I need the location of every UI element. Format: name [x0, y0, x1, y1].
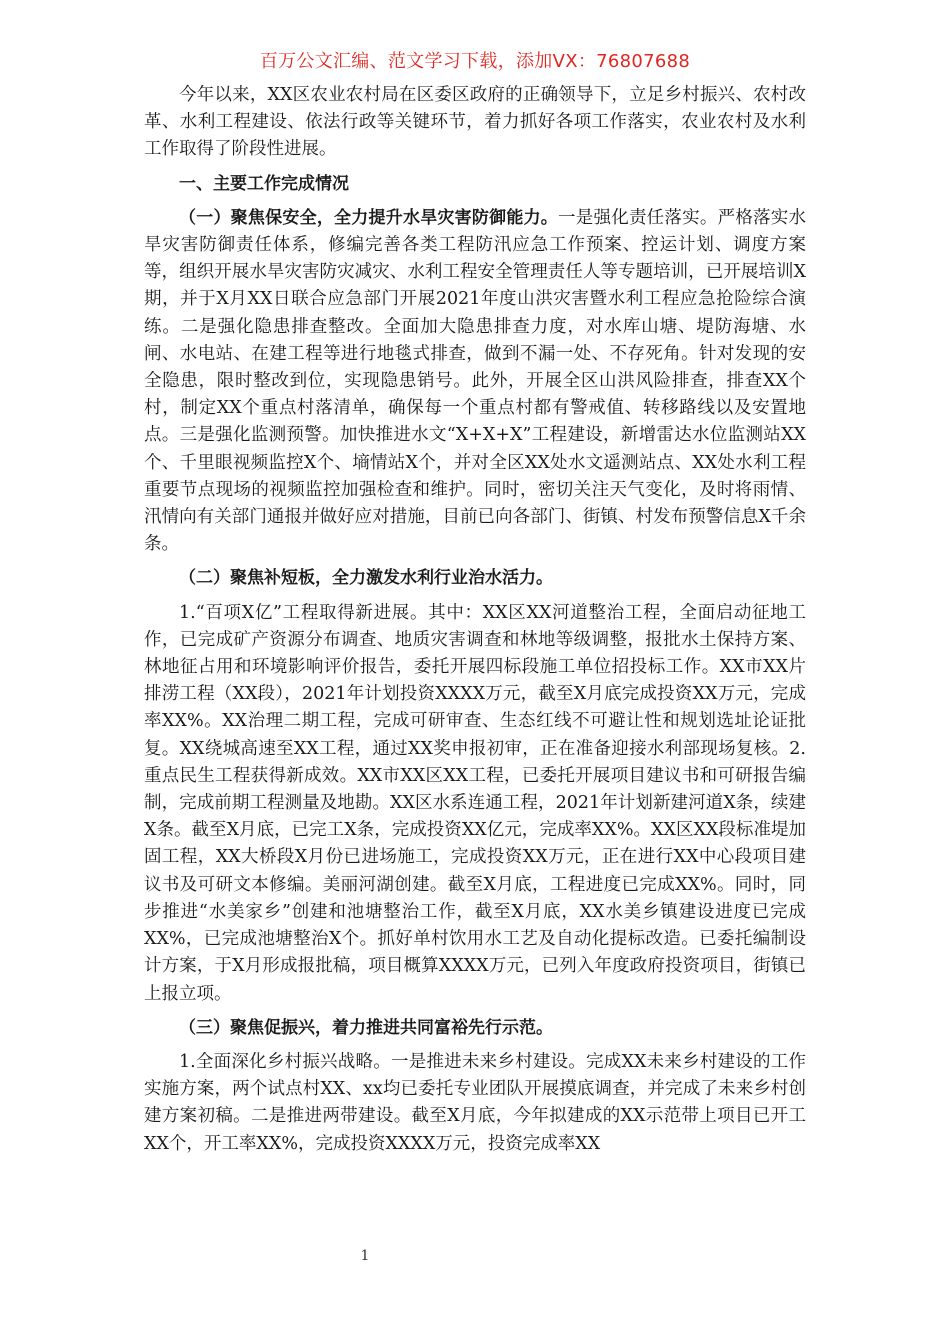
subheading-3 — [144, 1015, 806, 1042]
document-body — [144, 82, 806, 1158]
page-number: 1 — [360, 1248, 370, 1264]
paragraph-2: 1.“百项X亿”工程取得新进展。其中：XX区XX河道整治工程，全面启动征地工作，已完成矿产资源分布调查、地质灾害调查和林地等级调整，报批水土保持方案、林地征占用和环境影响评价报告，委托开展四标段施工单位招投标工作。XX市XX片排涝工程（XX段），2021年计划投资XXXX万元，截至X月底完成投资XX万元，完成率XX%。XX治理二期工程，完成可研审查、生态红线不可避让性和规划选址论证批复。XX绕城高速至XX工程，通过XX奖申报初审，正在准备迎接水利部现场复核。2.重点民生工程获得新成效。XX市XX区XX工程，已委托开展项目建议书和可研报告编制，完成前期工程测量及地勘。XX区水系连通工程，2021年计划新建河道X条，续建X条。截至X月底，已完工X条，完成投资XX亿元，完成率XX%。XX区XX段标准堤加固工程，XX大桥段X月份已进场施工，完成投资XX万元，正在进行XX中心段项目建议书及可研文本修编。美丽河湖创建。截至X月底，工程进度已完成XX%。同时，同步推进“水美家乡”创建和池塘整治工作，截至X月底，XX水美乡镇建设进度已完成XX%，已完成池塘整治X个。抓好单村饮用水工艺及自动化提标改造。已委托编制设计方案，于X月形成报批稿，项目概算XXXX万元，已列入年度政府投资项目，街镇已上报立项。 — [144, 602, 806, 1004]
section1-title: 一、主要工作完成情况 — [179, 173, 349, 194]
p1-body: 一是强化责任落实。严格落实水旱灾害防御责任体系，修编完善各类工程防汛应急工作预案、控运计划、调度方案等，组织开展水旱灾害防灾减灾、水利工程安全管理责任人等专题培训，已开展培训X期，并于X月XX日联合应急部门开展2021年度山洪灾害暨水利工程应急抢险综合演练。二是强化隐患排查整改。全面加大隐患排查力度，对水库山塘、堤防海塘、水闸、水电站、在建工程等进行地毯式排查，做到不漏一处、不存死角。针对发现的安全隐患，限时整改到位，实现隐患销号。此外，开展全区山洪风险排查，排查XX个村，制定XX个重点村落清单，确保每一个重点村都有警戒值、转移路线以及安置地点。三是强化监测预警。加快推进水文“X+X+X”工程建设，新增雷达水位监测站XX个、千里眼视频监控X个、墒情站X个，并对全区XX处水文遥测站点、XX处水利工程重要节点现场的视频监控加强检查和维护。同时，密切关注天气变化，及时将雨情、汛情向有关部门通报并做好应对措施，目前已向各部门、街镇、村发布预警信息X千余条。 — [144, 207, 807, 555]
paragraph-3: 1.全面深化乡村振兴战略。一是推进未来乡村建设。完成XX未来乡村建设的工作实施方案，两个试点村XX、xx均已委托专业团队开展摸底调查，并完成了未来乡村创建方案初稿。二是推进两带建设。截至X月底，今年拟建成的XX示范带上项目已开工XX个，开工率XX%，完成投资XXXX万元，投资完成率XX — [144, 1051, 806, 1154]
subheading-2 — [144, 565, 806, 592]
section-heading — [144, 171, 806, 198]
watermark-banner: 百万公文汇编、范文学习下载，添加VX：76807688 — [259, 51, 691, 72]
p2-title: （二）聚焦补短板，全力激发水利行业治水活力。 — [179, 568, 553, 589]
p1-title: （一）聚焦保安全，全力提升水旱灾害防御能力。 — [179, 207, 559, 228]
intro-paragraph: 今年以来，XX区农业农村局在区委区政府的正确领导下，立足乡村振兴、农村改革、水利工程建设、依法行政等关键环节，着力抓好各项工作落实，农业农村及水利工作取得了阶段性进展。 — [144, 85, 806, 160]
p3-title: （三）聚焦促振兴，着力推进共同富裕先行示范。 — [179, 1017, 553, 1038]
paragraph-1 — [144, 205, 806, 559]
